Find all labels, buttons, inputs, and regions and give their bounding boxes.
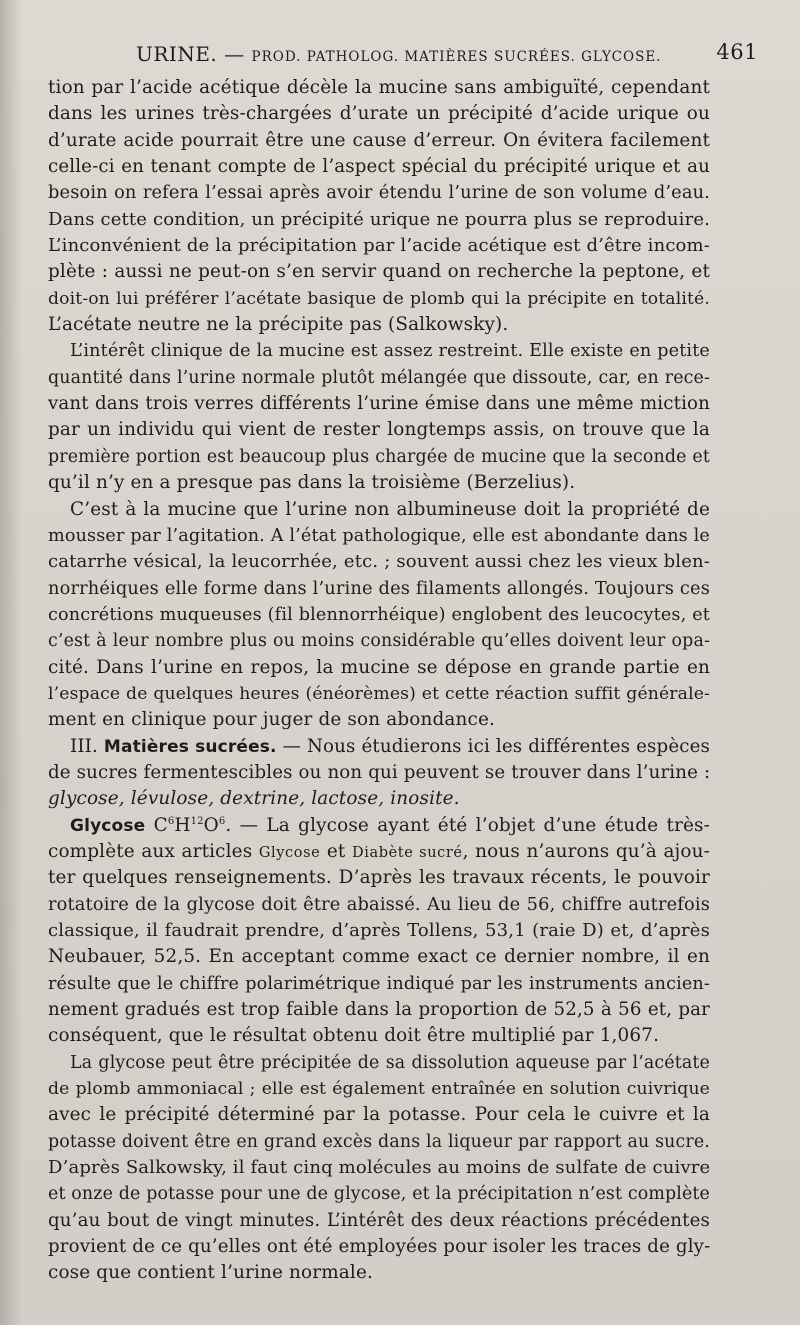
text-line: tion par l’acide acétique décèle la mucine sans ambiguïté, cependant xyxy=(48,77,710,98)
section-heading: Matières sucrées. xyxy=(103,736,277,757)
text-line: l’espace de quelques heures (énéorèmes) et cette réaction suffit générale- xyxy=(48,683,710,704)
running-title-sub: PROD. PATHOLOG. MATIÈRES SUCRÉES. GLYCOSE. xyxy=(251,49,662,65)
text-line: vant dans trois verres différents l’urine émise dans une même miction xyxy=(48,393,710,415)
article-ref-diabete: Diabète sucré xyxy=(352,844,463,861)
text-line: Neubauer, 52,5. En acceptant comme exact ce dernier nombre, il en xyxy=(48,946,710,968)
text-line: potasse doivent être en grand excès dans la liqueur par rapport au sucre. xyxy=(48,1131,710,1152)
sugar-list: glycose, lévulose, dextrine, lactose, inosite. xyxy=(48,788,460,810)
formula-h: H xyxy=(174,814,191,836)
section-heading-line xyxy=(48,734,710,760)
article-ref-glycose: Glycose xyxy=(258,844,321,861)
page-number: 461 xyxy=(716,40,758,64)
text-line: celle-ci en tenant compte de l’aspect spécial du précipité urique et au xyxy=(48,156,710,178)
running-title xyxy=(136,42,661,66)
section-intro: — Nous étudierons ici les différentes espèces xyxy=(276,735,710,757)
text-line: résulte que le chiffre polarimétrique indiqué par les instruments ancien- xyxy=(48,973,710,994)
text-line: rotatoire de la glycose doit être abaissé. Au lieu de 56, chiffre autrefois xyxy=(48,893,710,915)
formula-h-sub: 12 xyxy=(190,815,204,827)
text-line: concrétions muqueuses (fil blennorrhéique) englobent des leucocytes, et xyxy=(48,604,710,625)
text-line: mousser par l’agitation. A l’état pathologique, elle est abondante dans le xyxy=(48,525,710,546)
text-line: qu’il n’y en a presque pas dans la troisième (Berzelius). xyxy=(48,472,576,494)
text-line: L’intérêt clinique de la mucine est assez restreint. Elle existe en petite xyxy=(70,341,710,362)
text-span: et xyxy=(320,840,353,862)
text-line: norrhéiques elle forme dans l’urine des filaments allongés. Toujours ces xyxy=(48,577,710,599)
text-line: avec le précipité déterminé par la potasse. Pour cela le cuivre et la xyxy=(48,1104,710,1126)
text-line: ment en clinique pour juger de son abondance. xyxy=(48,709,495,731)
text-line: L’inconvénient de la précipitation par l’acide acétique est d’être incom- xyxy=(48,235,710,257)
text-line: de plomb ammoniacal ; elle est également entraînée en solution cuivrique xyxy=(48,1079,710,1100)
text-line: et onze de potasse pour une de glycose, et la précipitation n’est complète xyxy=(48,1184,710,1205)
text-line: doit-on lui préférer l’acétate basique de plomb qui la précipite en totalité. xyxy=(48,288,710,309)
text-line: Dans cette condition, un précipité urique ne pourra plus se reproduire. xyxy=(48,208,710,230)
glycose-formula xyxy=(154,815,226,836)
body-text xyxy=(48,75,710,1287)
text-line: D’après Salkowsky, il faut cinq molécules au moins de sulfate de cuivre xyxy=(48,1157,711,1179)
text-line: par un individu qui vient de rester longtemps assis, on trouve que la xyxy=(48,419,710,441)
text-span: complète aux articles xyxy=(48,840,259,862)
text-line: d’urate acide pourrait être une cause d’erreur. On évitera facilement xyxy=(48,129,710,151)
text-line: La glycose peut être précipitée de sa dissolution aqueuse par l’acétate xyxy=(70,1052,710,1073)
glycose-intro: . — La glycose ayant été l’objet d’une étude très- xyxy=(225,814,710,836)
text-line: qu’au bout de vingt minutes. L’intérêt des deux réactions précédentes xyxy=(48,1209,710,1231)
text-line: nement gradués est trop faible dans la proportion de 52,5 à 56 et, par xyxy=(48,999,710,1021)
text-line: conséquent, que le résultat obtenu doit être multiplié par 1,067. xyxy=(48,1025,660,1047)
text-line: dans les urines très-chargées d’urate un précipité d’acide urique ou xyxy=(48,103,710,125)
glycose-heading-line xyxy=(48,813,710,839)
running-title-main: URINE. — xyxy=(136,42,252,66)
text-line: première portion est beaucoup plus chargée de mucine que la seconde et xyxy=(48,446,710,467)
running-header xyxy=(48,40,760,70)
text-line: c’est à leur nombre plus ou moins considérable qu’elles doivent leur opa- xyxy=(48,631,710,652)
text-line: de sucres fermentescibles ou non qui peuvent se trouver dans l’urine : xyxy=(48,761,711,783)
formula-c-sub: 6 xyxy=(167,815,175,827)
text-line: C’est à la mucine que l’urine non albumineuse doit la propriété de xyxy=(70,498,710,520)
formula-o-sub: 6 xyxy=(218,815,226,827)
text-line: besoin on refera l’essai après avoir étendu l’urine de son volume d’eau. xyxy=(48,182,710,204)
text-line: L’acétate neutre ne la précipite pas (Salkowsky). xyxy=(48,314,509,336)
text-line xyxy=(48,839,710,865)
glycose-heading: Glycose xyxy=(70,815,146,836)
text-line: catarrhe vésical, la leucorrhée, etc. ; souvent aussi chez les vieux blen- xyxy=(48,551,710,573)
page-binding-shadow xyxy=(0,0,22,1325)
formula-o: O xyxy=(203,814,219,836)
text-line: provient de ce qu’elles ont été employées pour isoler les traces de gly- xyxy=(48,1236,711,1258)
text-line: cose que contient l’urine normale. xyxy=(48,1262,373,1284)
text-span: , nous n’aurons qu’à ajou- xyxy=(462,840,710,862)
text-line: quantité dans l’urine normale plutôt mélangée que dissoute, car, en rece- xyxy=(48,367,710,388)
text-line: cité. Dans l’urine en repos, la mucine se dépose en grande partie en xyxy=(48,656,710,678)
formula-c: C xyxy=(153,814,168,836)
text-line: plète : aussi ne peut-on s’en servir quand on recherche la peptone, et xyxy=(48,261,710,283)
text-line: classique, il faudrait prendre, d’après Tollens, 53,1 (raie D) et, d’après xyxy=(48,920,710,941)
text-line: ter quelques renseignements. D’après les travaux récents, le pouvoir xyxy=(48,867,710,889)
section-numeral: III. xyxy=(70,735,98,757)
